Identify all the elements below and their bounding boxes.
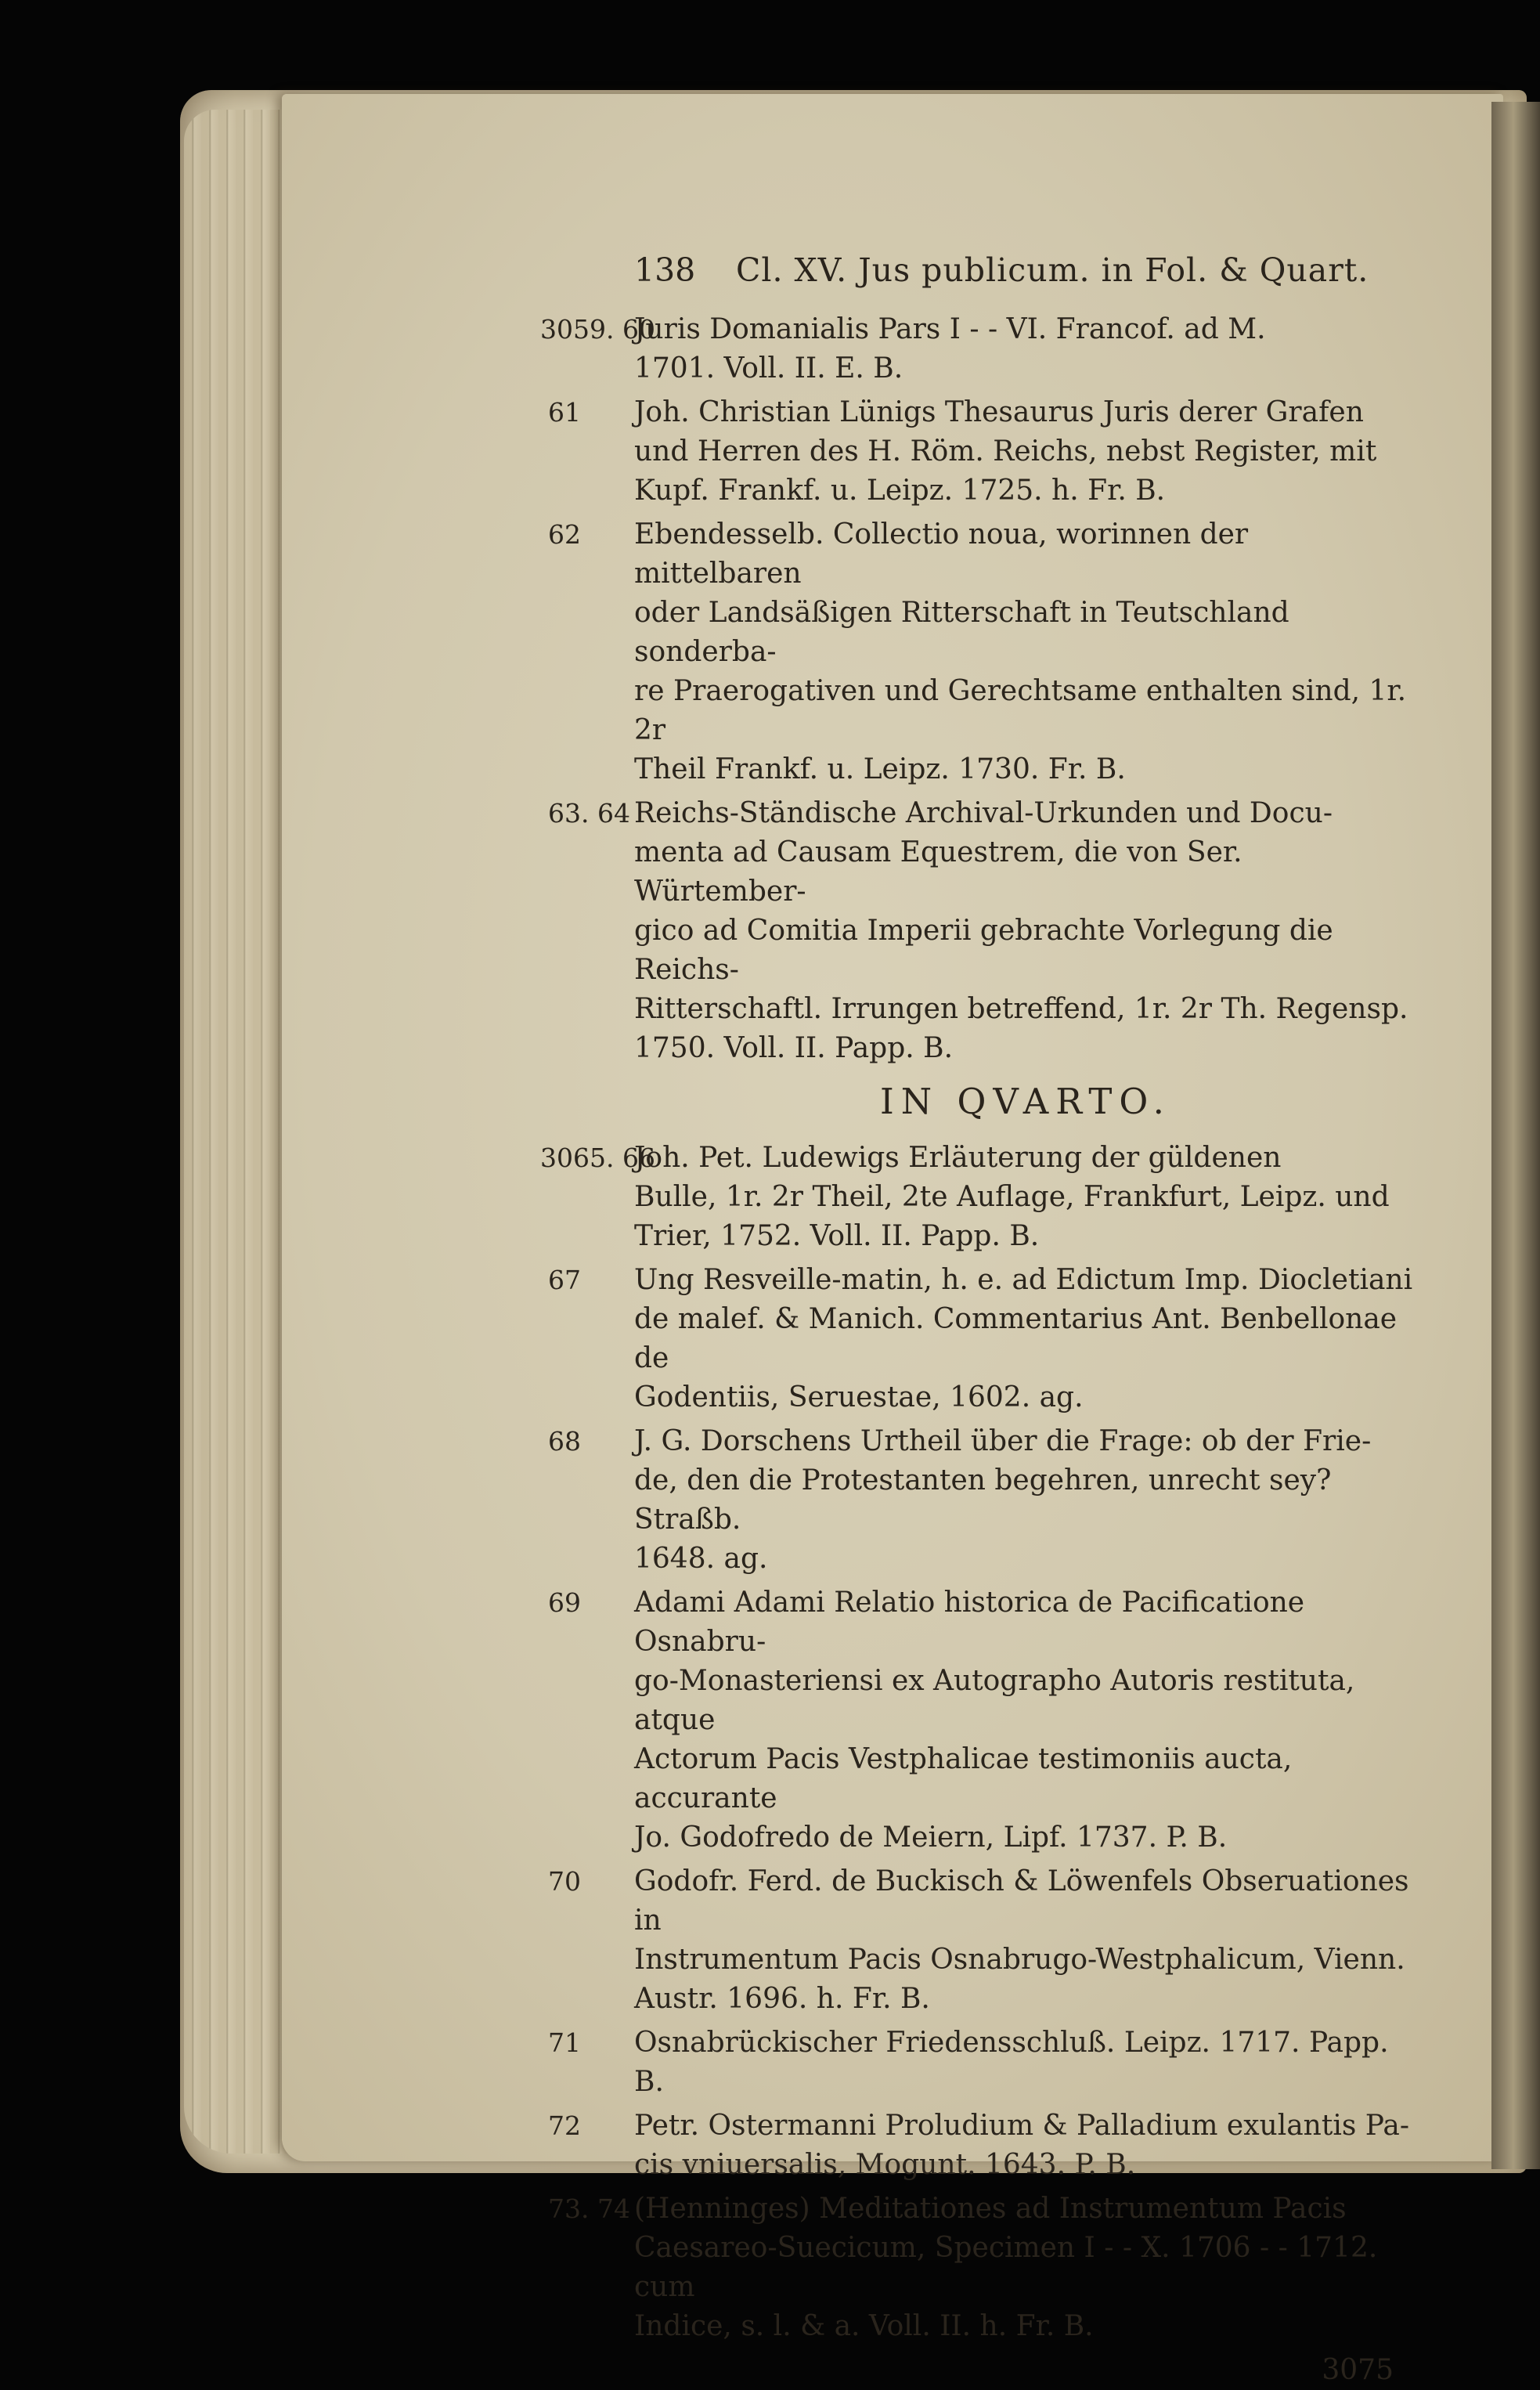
entry-number: 73. 74 xyxy=(548,2193,630,2224)
entry-text: Petr. Ostermanni Proludium & Palladium exulantis Pa- cis vniuersalis, Mogunt. 1643. P. B. xyxy=(634,2110,1409,2181)
entry-number: 61 xyxy=(548,397,581,428)
entry-number: 69 xyxy=(548,1587,581,1618)
catalog-entry xyxy=(548,2024,1417,2102)
catalog-entry xyxy=(540,1139,1417,1256)
catalog-entry xyxy=(548,515,1417,789)
catalog-entry xyxy=(548,1422,1417,1579)
entry-text: J. G. Dorschens Urtheil über die Frage: ob der Frie- de, den die Protestanten begehren, unrecht sey? Straßb. 1648. ag. xyxy=(634,1425,1372,1575)
entry-text: Osnabrückischer Friedensschluß. Leipz. 1717. Papp. B. xyxy=(634,2027,1389,2098)
catalog-entry xyxy=(548,1261,1417,1417)
entry-number: 70 xyxy=(548,1866,581,1897)
entry-number: 72 xyxy=(548,2110,581,2141)
catalog-entry xyxy=(548,393,1417,511)
running-head-title: Cl. XV. Jus publicum. in Fol. & Quart. xyxy=(736,251,1369,289)
entry-number: 68 xyxy=(548,1426,581,1457)
catalog-entry xyxy=(548,2107,1417,2185)
catalog-entry xyxy=(540,310,1417,388)
catalog-entry xyxy=(548,794,1417,1068)
entry-text: (Henninges) Meditationes ad Instrumentum Pacis Caesareo-Suecicum, Specimen I - - X. 1706 - - 1712. cum Indice, s. l. & a. Voll. II. h. Fr. B. xyxy=(634,2193,1378,2342)
entry-text: Ung Resveille-matin, h. e. ad Edictum Imp. Diocletiani de malef. & Manich. Commentarius Ant. Benbellonae de Godentiis, Seruestae, 1602. ag. xyxy=(634,1264,1413,1413)
entry-text: Juris Domanialis Pars I - - VI. Francof. ad M. 1701. Voll. II. E. B. xyxy=(634,313,1266,384)
entry-text: Reichs-Ständische Archival-Urkunden und Docu- menta ad Causam Equestrem, die von Ser. Würtember- gico ad Comitia Imperii gebrachte Vorlegung die Reichs- Ritterschaftl. Irrungen betreffend, 1r. 2r Th. Regensp. 1750. Voll. II. Papp. B. xyxy=(634,797,1408,1064)
catchword-text: 3075 xyxy=(1322,2354,1394,2386)
entry-number: 62 xyxy=(548,519,581,550)
entry-text: Adami Adami Relatio historica de Pacificatione Osnabru- go-Monasteriensi ex Autographo Autoris restituta, atque Actorum Pacis Vestphalicae testimoniis aucta, accurante Jo. Godofredo de Meiern, Lipf. 1737. P. B. xyxy=(634,1587,1355,1854)
entry-text: Ebendesselb. Collectio noua, worinnen der mittelbaren oder Landsäßigen Ritterschaft in Teutschland sonderba- re Praerogativen und Gerechtsame enthalten sind, 1r. 2r Theil Frankf. u. Leipz. 1730. Fr. B. xyxy=(634,518,1407,785)
entry-text: Joh. Christian Lünigs Thesaurus Juris derer Grafen und Herren des H. Röm. Reichs, nebst Register, mit Kupf. Frankf. u. Leipz. 1725. h. Fr. B. xyxy=(634,396,1377,507)
catalog-entry xyxy=(548,1583,1417,1857)
page-number: 138 xyxy=(634,251,696,289)
entry-number: 3059. 60 xyxy=(540,314,655,345)
entry-number: 3065. 66 xyxy=(540,1143,655,1173)
catchword xyxy=(634,2351,1417,2390)
section-heading: IN QVARTO. xyxy=(880,1081,1171,1122)
entry-number: 67 xyxy=(548,1265,581,1295)
page-text-block xyxy=(540,251,1417,2390)
entry-number: 63. 64 xyxy=(548,798,630,829)
entry-text: Joh. Pet. Ludewigs Erläuterung der güldenen Bulle, 1r. 2r Theil, 2te Auflage, Frankfurt, Leipz. und Trier, 1752. Voll. II. Papp. B. xyxy=(634,1142,1390,1252)
catalog-entry xyxy=(548,2190,1417,2346)
running-head xyxy=(634,251,1417,298)
entry-number: 71 xyxy=(548,2027,581,2058)
catalog-entry xyxy=(548,1862,1417,2019)
next-page-sliver xyxy=(1491,102,1540,2169)
entry-text: Godofr. Ferd. de Buckisch & Löwenfels Obseruationes in Instrumentum Pacis Osnabrugo-Westphalicum, Vienn. Austr. 1696. h. Fr. B. xyxy=(634,1865,1409,2015)
